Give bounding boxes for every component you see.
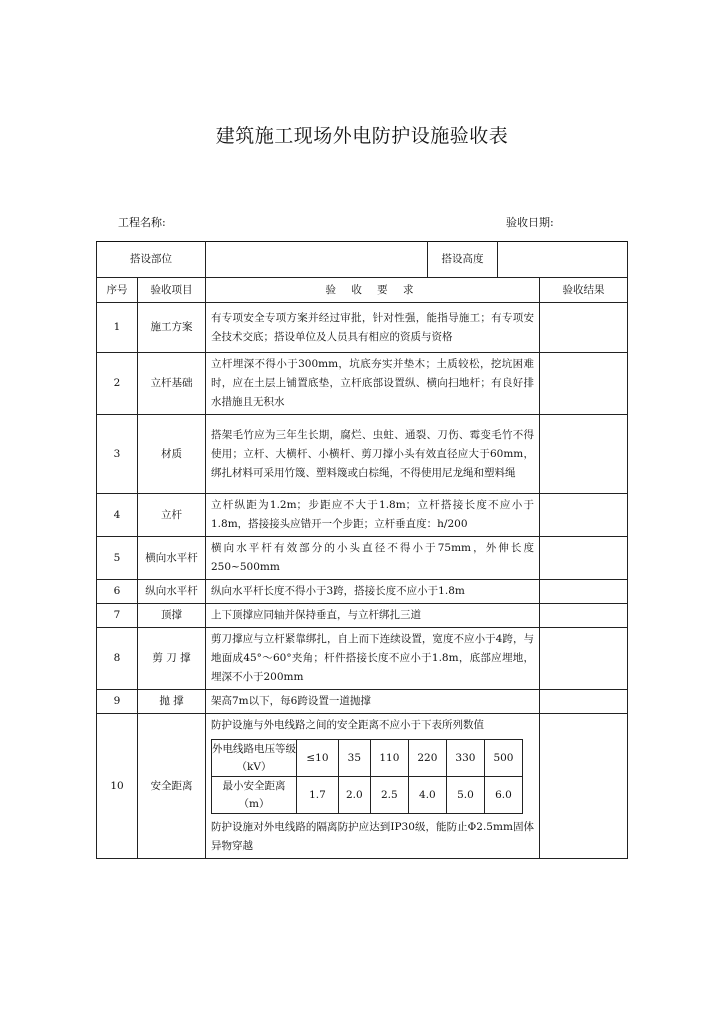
- check-date-label: 验收日期:: [506, 216, 554, 229]
- distance-value: 2.5: [370, 777, 408, 814]
- col-result-header: 验收结果: [540, 278, 628, 303]
- distance-label: 最小安全距离（m）: [212, 777, 297, 814]
- height-label: 搭设高度: [428, 242, 498, 278]
- table-row: [97, 690, 628, 714]
- voltage-value: 110: [370, 740, 408, 777]
- row-result: [540, 580, 628, 604]
- table-row: [97, 604, 628, 628]
- row-item: 横向水平杆: [138, 537, 206, 580]
- distance-value: 2.0: [338, 777, 370, 814]
- row-result: [540, 714, 628, 859]
- distance-intro: 防护设施与外电线路之间的安全距离不应小于下表所列数值: [211, 719, 484, 731]
- voltage-label: 外电线路电压等级（kV）: [212, 740, 297, 777]
- acceptance-table: [96, 241, 628, 859]
- row-requirement: 立杆纵距为1.2m；步距应不大于1.8m；立杆搭接长度不应小于1.8m，搭接接头应错开一个步距；立杆垂直度：h/200: [206, 494, 540, 537]
- table-row: [97, 494, 628, 537]
- row-item: 施工方案: [138, 303, 206, 353]
- row-item: 立杆基础: [138, 353, 206, 415]
- row-requirement: 架高7m以下，每6跨设置一道抛撑: [206, 690, 540, 714]
- row-requirement: 立杆埋深不得小于300mm，坑底夯实并垫木；土质较松，挖坑困难时，应在土层上铺置底垫，立杆底部设置纵、横向扫地杆；有良好排水措施且无积水: [206, 353, 540, 415]
- row-no: 1: [97, 303, 138, 353]
- location-value: [206, 242, 428, 278]
- location-label: 搭设部位: [97, 242, 206, 278]
- voltage-value: 220: [408, 740, 446, 777]
- row-result: [540, 628, 628, 690]
- row-result: [540, 537, 628, 580]
- row-requirement: 横向水平杆有效部分的小头直径不得小于75mm，外伸长度250~500mm: [206, 537, 540, 580]
- col-req-header: 验 收 要 求: [206, 278, 540, 303]
- row-item: 安全距离: [138, 714, 206, 859]
- voltage-value: 500: [484, 740, 522, 777]
- row-item: 材质: [138, 415, 206, 494]
- row-result: [540, 604, 628, 628]
- row-no: 7: [97, 604, 138, 628]
- row-no: 3: [97, 415, 138, 494]
- row-result: [540, 690, 628, 714]
- row-requirement: 搭架毛竹应为三年生长期，腐烂、虫蛀、通裂、刀伤、霉变毛竹不得使用；立杆、大横杆、小横杆、剪刀撑小头有效直径应大于60mm，绑扎材料可采用竹篾、塑料篾或白棕绳，不得使用尼龙绳和塑料绳: [206, 415, 540, 494]
- row-requirement: 纵向水平杆长度不得小于3跨，搭接长度不应小于1.8m: [206, 580, 540, 604]
- row-no: 9: [97, 690, 138, 714]
- distance-table: [211, 739, 523, 814]
- col-item-header: 验收项目: [138, 278, 206, 303]
- distance-value: 4.0: [408, 777, 446, 814]
- distance-value: 5.0: [446, 777, 484, 814]
- row-result: [540, 415, 628, 494]
- row-requirement: 剪刀撑应与立杆紧靠绑扎，自上而下连续设置，宽度不应小于4跨，与地面成45°～60°夹角；杆件搭接长度不应小于1.8m，底部应埋地，埋深不小于200mm: [206, 628, 540, 690]
- table-row: [97, 415, 628, 494]
- row-no: 4: [97, 494, 138, 537]
- table-row: [97, 353, 628, 415]
- row-no: 10: [97, 714, 138, 859]
- row-item: 剪 刀 撑: [138, 628, 206, 690]
- row-item: 抛 撑: [138, 690, 206, 714]
- table-row: [97, 537, 628, 580]
- table-row: [97, 628, 628, 690]
- height-value: [498, 242, 628, 278]
- row-result: [540, 353, 628, 415]
- row-item: 立杆: [138, 494, 206, 537]
- row-result: [540, 303, 628, 353]
- voltage-value: 330: [446, 740, 484, 777]
- project-name-label: 工程名称:: [118, 216, 166, 229]
- page-title: 建筑施工现场外电防护设施验收表: [215, 125, 509, 147]
- header-row: [97, 278, 628, 303]
- col-no-header: 序号: [97, 278, 138, 303]
- voltage-value: 35: [338, 740, 370, 777]
- location-row: [97, 242, 628, 278]
- row-no: 8: [97, 628, 138, 690]
- distance-value: 6.0: [484, 777, 522, 814]
- row-item: 顶撑: [138, 604, 206, 628]
- row-requirement: 上下顶撑应同轴并保持垂直，与立杆绑扎三道: [206, 604, 540, 628]
- table-row: [97, 580, 628, 604]
- table-row: [97, 303, 628, 353]
- row-no: 2: [97, 353, 138, 415]
- voltage-value: ≤10: [297, 740, 339, 777]
- row-requirement: [206, 714, 540, 859]
- table-row: [97, 714, 628, 859]
- row-item: 纵向水平杆: [138, 580, 206, 604]
- row-requirement: 有专项安全专项方案并经过审批，针对性强，能指导施工；有专项安全技术交底；搭设单位及人员具有相应的资质与资格: [206, 303, 540, 353]
- row-result: [540, 494, 628, 537]
- row-no: 6: [97, 580, 138, 604]
- row-no: 5: [97, 537, 138, 580]
- distance-value: 1.7: [297, 777, 339, 814]
- distance-outro: 防护设施对外电线路的隔离防护应达到IP30级，能防止Φ2.5mm固体异物穿越: [211, 821, 534, 852]
